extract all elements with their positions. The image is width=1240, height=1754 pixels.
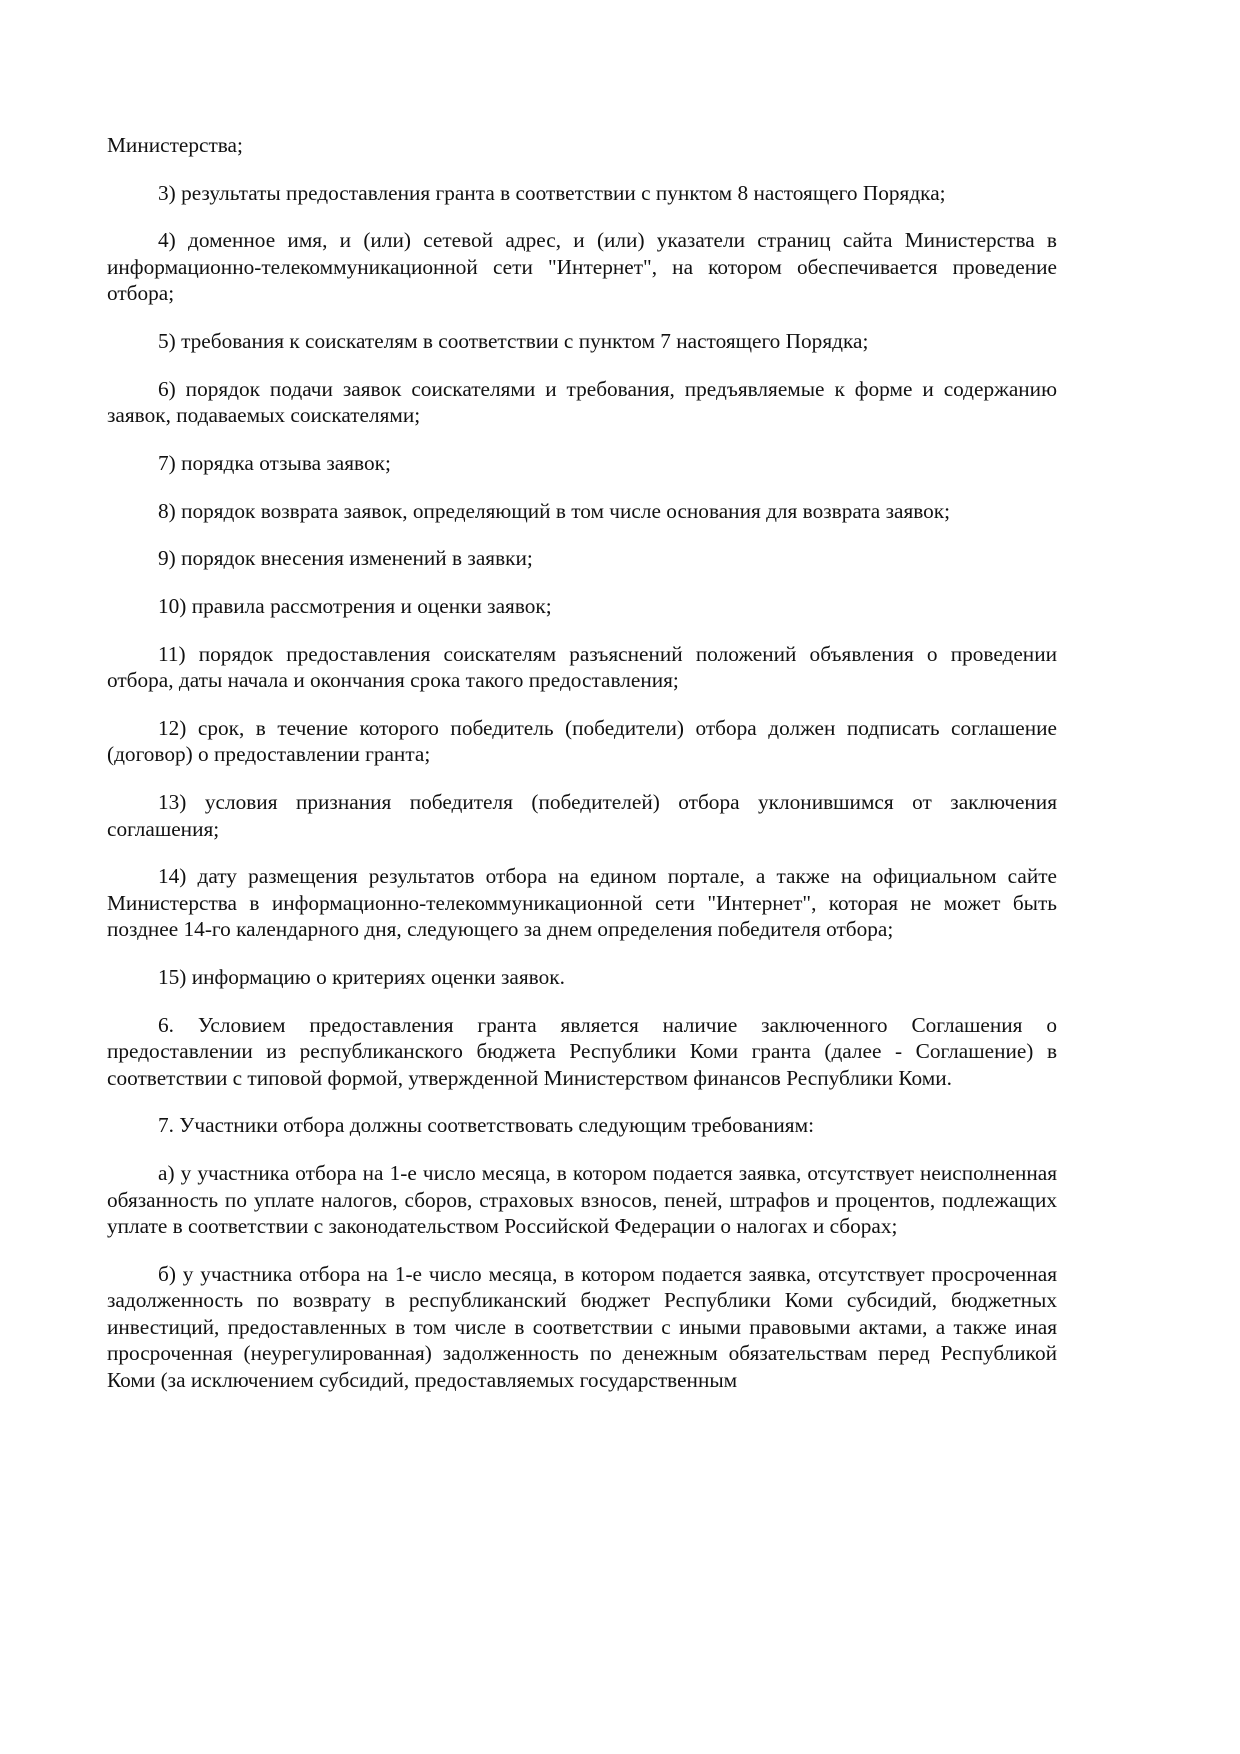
paragraph-item-8: 8) порядок возврата заявок, определяющий в том числе основания для возврата заявок; xyxy=(158,498,951,523)
paragraph-section-7: 7. Участники отбора должны соответствовать следующим требованиям: xyxy=(158,1113,814,1138)
paragraph-section-6: 6. Условием предоставления гранта является наличие заключенного Соглашения о предоставлении из республиканского бюджета Республики Коми гранта (далее - Соглашение) в соответствии с типовой формой, утвержденной Министерством финансов Республики Коми. xyxy=(107,1012,1057,1090)
paragraph-requirement-b: б) у участника отбора на 1-е число месяца, в котором подается заявка, отсутствует просроченная задолженность по возврату в республиканский бюджет Республики Коми субсидий, бюджетных инвестиций, предоставленных в том числе в соответствии с иными правовыми актами, а также иная просроченная (неурегулированная) задолженность по денежным обязательствам перед Республикой Коми (за исключением субсидий, предоставляемых государственным xyxy=(107,1261,1057,1392)
paragraph-item-13: 13) условия признания победителя (победителей) отбора уклонившимся от заключения соглашения; xyxy=(107,790,1057,841)
paragraph-requirement-a: а) у участника отбора на 1-е число месяца, в котором подается заявка, отсутствует неисполненная обязанность по уплате налогов, сборов, страховых взносов, пеней, штрафов и процентов, подлежащих уплате в соответствии с законодательством Российской Федерации о налогах и сборах; xyxy=(107,1161,1057,1238)
paragraph-item-14: 14) дату размещения результатов отбора на едином портале, а также на официальном сайте Министерства в информационно-телекоммуникационной сети "Интернет", которая не может быть позднее 14-го календарного дня, следующего за днем определения победителя отбора; xyxy=(107,864,1057,942)
paragraph-item-10: 10) правила рассмотрения и оценки заявок; xyxy=(158,594,552,618)
paragraph-item-11: 11) порядок предоставления соискателям разъяснений положений объявления о проведении отбора, даты начала и окончания срока такого предоставления; xyxy=(107,641,1057,693)
paragraph-item-9: 9) порядок внесения изменений в заявки; xyxy=(158,546,533,571)
paragraph-item-15: 15) информацию о критериях оценки заявок. xyxy=(158,964,565,989)
document-page xyxy=(107,132,1057,1393)
paragraph-item-3: 3) результаты предоставления гранта в соответствии с пунктом 8 настоящего Порядка; xyxy=(158,180,946,205)
paragraph-item-7: 7) порядка отзыва заявок; xyxy=(158,450,391,475)
paragraph-item-12: 12) срок, в течение которого победитель (победители) отбора должен подписать соглашение (договор) о предоставлении гранта; xyxy=(107,715,1057,767)
paragraph-item-5: 5) требования к соискателям в соответствии с пунктом 7 настоящего Порядка; xyxy=(158,329,869,354)
paragraph-item-6: 6) порядок подачи заявок соискателями и требования, предъявляемые к форме и содержанию заявок, подаваемых соискателями; xyxy=(107,376,1057,428)
paragraph-item-4: 4) доменное имя, и (или) сетевой адрес, и (или) указатели страниц сайта Министерства в информационно-телекоммуникационной сети "Интернет", на котором обеспечивается проведение отбора; xyxy=(107,228,1057,306)
paragraph-ministry-continuation: Министерства; xyxy=(107,133,243,157)
